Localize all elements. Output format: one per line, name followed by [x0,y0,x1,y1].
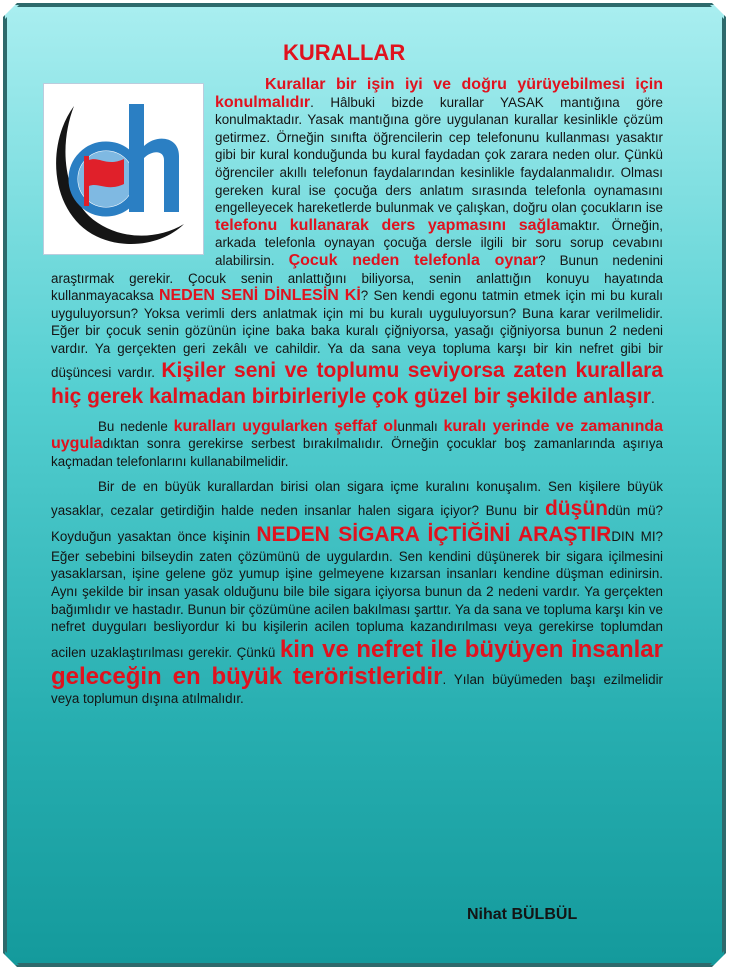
highlight-text: NEDEN SENİ DİNLESİN Kİ [158,287,361,305]
highlight-text: telefonu kullanarak ders yapmasını sağla [215,216,560,234]
body-text: DIN MI? Eğer sebebini bilseydin zaten çözümünü de uygulardın. Sen kendini düşünerek bir sigara içilmesini yasaklarsan, işine gelene göz yumup işine gelmeyene kızarsan insanları kendine düşman edinirsin. Aynı şekilde bir insan yasak olduğunu bile bile sigara içiyorsa bunun da 2 nedeni vardır. Ya gerçekten bağımlıdır ve hastadır. Bunun bir çözümüne acilen bakılması şarttır. Ya da sana ve topluma karşı kin ve nefret duyguları besliyordur ki bu kişilerin acilen topluma kazandırılması veya gerekirse toplumdan acilen uzaklaştırılması gerekir. Çünkü [51,528,663,660]
body-text: dıktan sonra gerekirse serbest bırakılmalıdır. Örneğin çocuklar boş zamanlarında aşırıya kaçmadan telefonlarını kullanabilmelidir. [51,436,663,469]
author-signature: Nihat BÜLBÜL [467,906,578,923]
highlight-text: kin ve nefret ile büyüyen insanlar geleceğin en büyük teröristleridir [51,635,663,690]
paragraph-3 [51,478,663,707]
body-text: maktır. Örneğin, arkada telefonla oynayan çocuğa dersle ilgili bir soru sorup cevabını alabilirsin. [215,217,664,268]
body-text: dün mü? Koyduğun yasaktan önce kişinin [51,502,663,544]
body-text: . [650,390,655,406]
page-title: KURALLAR [283,40,406,65]
body-text: . Hâlbuki bizde kurallar YASAK mantığına göre konulmaktadır. Yasak mantığına göre uygulanan kurallar kesinlikle çözüm getirmez. Örneğin sınıfta öğrencilerin cep telefonunu kullanması yasaktır gibi bir kural konduğunda bu kural faydadan çok zarara neden olur. Çünkü öğrenciler akıllı telefonun faydalarından kesinlikle faydalanmalıdır. Olması gereken kural ise çocuğa ders anlatım sırasında telefonla oynamasını engelleyecek hareketlerde bulunmak ve çalışkan, doğru olan çocukların ise [215,94,663,216]
article-body [51,76,663,715]
body-text: ? Bunun nedenini araştırmak gerekir. Çocuk senin anlattığını biliyorsa, senin anlattığın konuyu hayatında kullanmayacaksa [51,252,663,304]
body-text: Bir de en büyük kurallardan birisi olan sigara içme kuralını konuşalım. Sen kişilere büyük yasaklar, cezalar getirdiğin halde neden insanlar halen sigara içiyor? Bunu bir [51,479,663,518]
body-text: unmalı [397,418,444,434]
highlight-text: kuralı yerinde ve zamanında uygula [51,417,664,453]
highlight-text: Kurallar bir işin iyi ve doğru yürüyebilmesi için konulmalıdır [215,76,663,111]
highlight-text: Çocuk neden telefonla oynar [288,251,539,269]
paragraph-2 [51,418,663,471]
body-text: ? Sen kendi egonu tatmin etmek için mi bu kuralı uyguluyorsun? Yoksa verimli ders anlatmak için mi bu kuralı uyguluyorsun? Buna karar verilmelidir. Eğer bir çocuk senin gözünün içine baka baka kuralı çiğniyorsa, yasağı çiğniyorsa bunun 2 nedeni vardır. Ya gerçekten geri zekâlı ve cahildir. Ya da sana veya topluma karşı bir kin nefret gibi bir düşüncesi vardır. [51,288,664,380]
highlight-text: düşün [544,496,608,520]
highlight-text: Kişiler seni ve toplumu seviyorsa zaten kurallara hiç gerek kalmadan birbirleriyle çok güzel bir şekilde anlaşır [51,358,663,408]
highlight-text: NEDEN SİGARA İÇTİĞİNİ ARAŞTIR [256,522,612,546]
body-text: . Yılan büyümeden başı ezilmelidir veya toplumun dışına atılmalıdır. [51,671,664,706]
body-text: Bu nedenle [98,418,174,434]
logo-spacer [51,76,215,262]
highlight-text: kuralları uygularken şeffaf ol [173,417,398,435]
paragraph-1 [51,76,663,410]
